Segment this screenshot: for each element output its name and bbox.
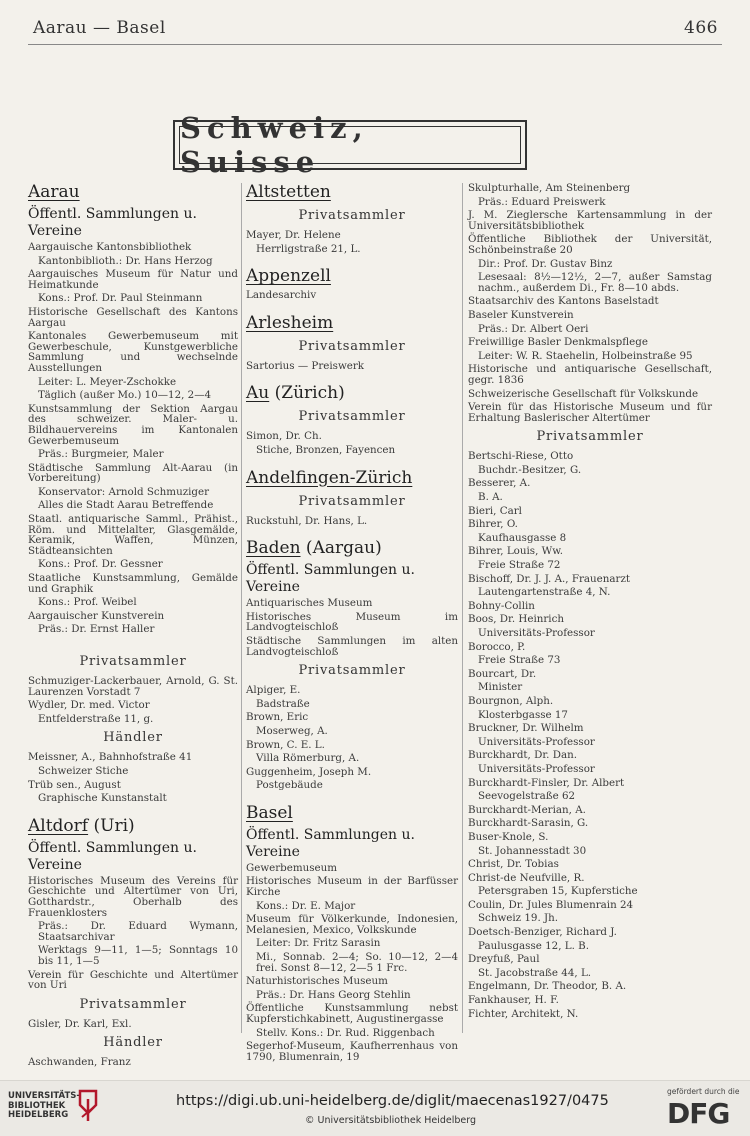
spacer <box>28 638 238 648</box>
entry-detail: Universitäts-Professor <box>478 627 595 639</box>
entry: Christ-de Neufville, R. <box>468 871 585 884</box>
section-heading: Öffentl. Sammlungen u. Vereine <box>28 206 197 239</box>
university-line-2: BIBLIOTHEK <box>8 1100 66 1111</box>
country-banner <box>173 111 527 179</box>
banner-inner-frame <box>179 111 521 179</box>
entry: Ruckstuhl, Dr. Hans, L. <box>246 514 368 527</box>
column-3 <box>468 183 712 1022</box>
entry: Gisler, Dr. Karl, Exl. <box>28 1017 132 1030</box>
entry-detail: Stellv. Kons.: Dr. Rud. Riggenbach <box>256 1026 435 1039</box>
entry: Gewerbemuseum <box>246 861 338 874</box>
entry: Baseler Kunstverein <box>468 308 574 321</box>
entry-detail: Leiter: W. R. Staehelin, Holbeinstraße 95 <box>478 349 693 362</box>
entry: Verein für Geschichte und Altertümer von Uri <box>28 968 238 992</box>
entry-detail: Kons.: Prof. Dr. Paul Steinmann <box>38 292 203 305</box>
city-name: Baden <box>246 538 301 559</box>
entry: Schweizerische Gesellschaft für Volkskunde <box>468 387 699 400</box>
entry: Meissner, A., Bahnhofstraße 41 <box>28 751 193 764</box>
entry: Bihrer, O. <box>468 518 518 531</box>
entry-detail: Kantonbiblioth.: Dr. Hans Herzog <box>38 254 213 267</box>
city-region: (Zürich) <box>269 383 345 404</box>
entry-detail: Mi., Sonnab. 2—4; So. 10—12, 2—4 frei. Sonst 8—12, 2—5 1 Frc. <box>256 951 458 974</box>
column-1 <box>28 183 238 1071</box>
university-line-3: HEIDELBERG <box>8 1110 69 1120</box>
entry-detail: Minister <box>478 681 523 694</box>
city-name: Altstetten <box>246 182 331 202</box>
entry-detail: Schweizer Stiche <box>38 764 129 777</box>
city-region: (Uri) <box>88 815 135 836</box>
entry-detail: Universitäts-Professor <box>478 735 595 748</box>
city-name: Arlesheim <box>246 312 334 333</box>
category-heading: Privatsammler <box>298 338 406 354</box>
entry: J. M. Zieglersche Kartensammlung in der Universitätsbibliothek <box>468 209 712 232</box>
section-heading: Öffentl. Sammlungen u. Vereine <box>246 826 415 860</box>
entry: Besserer, A. <box>468 477 531 490</box>
city-name: Appenzell <box>246 266 331 287</box>
running-head-left: Aarau — Basel <box>33 18 166 38</box>
entry: Bohny-Collin <box>468 599 535 612</box>
entry: Buser-Knole, S. <box>468 830 549 843</box>
entry: Bieri, Carl <box>468 504 522 517</box>
entry-detail: Schweiz 19. Jh. <box>478 912 559 925</box>
entry: Bertschi-Riese, Otto <box>468 450 574 463</box>
city-heading <box>28 817 238 836</box>
header-rule <box>28 44 722 45</box>
city-heading <box>246 804 458 823</box>
entry-detail: B. A. <box>478 491 503 504</box>
entry-detail: Präs.: Eduard Preiswerk <box>478 195 606 208</box>
entry-detail: Buchdr.-Besitzer, G. <box>478 463 582 476</box>
entry: Doetsch-Benziger, Richard J. <box>468 926 617 939</box>
entry-detail: Präs.: Burgmeier, Maler <box>38 448 164 461</box>
entry: Brown, C. E. L. <box>246 738 325 751</box>
entry: Dreyfuß, Paul <box>468 953 540 966</box>
entry-detail: Präs.: Dr. Eduard Wymann, Staatsarchivar <box>38 920 238 943</box>
entry: Landesarchiv <box>246 289 317 302</box>
entry: Kunstsammlung der Sektion Aargau des schweizer. Maler- u. Bildhauervereins im Kantonalen Gewerbemuseum <box>28 402 238 447</box>
entry-detail: Paulusgasse 12, L. B. <box>478 939 589 952</box>
entry: Guggenheim, Joseph M. <box>246 765 372 778</box>
entry: Staatl. antiquarische Samml., Prähist., Röm. und Mittelalter, Glasgemälde, Keramik, Waffen, Münzen, Städteansichten <box>28 513 238 557</box>
entry: Historische Gesellschaft des Kantons Aargau <box>28 305 238 329</box>
digitization-footer <box>0 1080 750 1136</box>
entry-detail: Lautengartenstraße 4, N. <box>478 586 611 599</box>
entry: Sartorius — Preiswerk <box>246 359 365 372</box>
entry: Museum für Völkerkunde, Indonesien, Melanesien, Mexico, Volkskunde <box>246 913 458 936</box>
category-heading: Privatsammler <box>298 493 406 509</box>
entry: Aargauische Kantonsbibliothek <box>28 241 192 253</box>
entry: Verein für das Historische Museum und für Erhaltung Baslerischer Altertümer <box>468 401 712 424</box>
entry-detail: Leiter: L. Meyer-Zschokke <box>38 375 177 388</box>
entry: Coulin, Dr. Jules Blumenrain 24 <box>468 898 634 911</box>
copyright-notice: © Universitätsbibliothek Heidelberg <box>305 1115 477 1126</box>
city-heading <box>246 314 458 333</box>
entry: Öffentliche Kunstsammlung nebst Kupferstichkabinett, Augustinergasse <box>246 1002 458 1025</box>
city-heading <box>28 183 238 202</box>
entry: Boos, Dr. Heinrich <box>468 613 565 626</box>
city-heading <box>246 384 458 403</box>
entry: Staatsarchiv des Kantons Baselstadt <box>468 295 659 308</box>
entry: Skulpturhalle, Am Steinenberg <box>468 182 631 194</box>
entry: Trüb sen., August <box>28 778 121 791</box>
entry-detail: Täglich (außer Mo.) 10—12, 2—4 <box>38 389 212 402</box>
university-library-name <box>8 1092 80 1121</box>
entry-detail: Petersgraben 15, Kupferstiche <box>478 885 638 898</box>
entry: Engelmann, Dr. Theodor, B. A. <box>468 980 627 993</box>
dfg-logo: DFG <box>667 1097 730 1130</box>
entry: Aschwanden, Franz <box>28 1056 131 1069</box>
city-heading <box>246 469 458 488</box>
entry: Wydler, Dr. med. Victor <box>28 699 150 712</box>
entry-detail: Klosterbgasse 17 <box>478 708 568 721</box>
entry-detail: Kons.: Prof. Weibel <box>38 596 137 609</box>
entry: Historisches Museum des Vereins für Geschichte und Altertümer von Uri, Gotthardstr., Oberhalb des Frauenklosters <box>28 874 238 919</box>
city-heading <box>246 539 458 558</box>
entry-detail: Moserweg, A. <box>256 724 328 737</box>
category-heading: Privatsammler <box>536 429 644 445</box>
university-line-1: UNIVERSITÄTS- <box>8 1091 80 1101</box>
entry-detail: Herrligstraße 21, L. <box>256 242 361 255</box>
entry-detail: Präs.: Dr. Hans Georg Stehlin <box>256 988 411 1001</box>
city-heading <box>246 183 458 202</box>
entry: Bourgnon, Alph. <box>468 694 554 707</box>
column-2 <box>246 183 458 1065</box>
city-region: (Aargau) <box>300 538 382 559</box>
entry: Historische und antiquarische Gesellschaft, gegr. 1836 <box>468 363 712 386</box>
entry-detail: Freie Straße 73 <box>478 654 561 667</box>
entry: Bihrer, Louis, Ww. <box>468 545 564 558</box>
section-heading: Öffentl. Sammlungen u. Vereine <box>28 839 197 873</box>
column-divider-2 <box>462 183 463 1033</box>
entry: Fichter, Architekt, N. <box>468 1007 579 1020</box>
entry: Städtische Sammlungen im alten Landvogteischloß <box>246 634 458 658</box>
city-heading <box>246 267 458 286</box>
entry: Städtische Sammlung Alt-Aarau (in Vorbereitung) <box>28 461 238 485</box>
entry: Antiquarisches Museum <box>246 597 373 610</box>
entry: Schmuziger-Lackerbauer, Arnold, G. St. Laurenzen Vorstadt 7 <box>28 675 238 698</box>
city-name: Andelfingen-Zürich <box>246 467 413 488</box>
entry: Aargauischer Kunstverein <box>28 609 165 622</box>
entry: Bourcart, Dr. <box>468 667 537 680</box>
entry-detail: Lesesaal: 8½—12½, 2—7, außer Samstag nachm., außerdem Di., Fr. 8—10 abds. <box>478 271 712 294</box>
entry: Fankhauser, H. F. <box>468 994 559 1007</box>
banner-title: Schweiz, Suisse <box>180 111 369 179</box>
section-heading: Öffentl. Sammlungen u. Vereine <box>246 562 415 596</box>
entry: Naturhistorisches Museum <box>246 975 388 988</box>
entry: Bischoff, Dr. J. J. A., Frauenarzt <box>468 572 631 585</box>
entry: Aargauisches Museum für Natur und Heimatkunde <box>28 268 238 291</box>
entry-detail: Graphische Kunstanstalt <box>38 792 167 805</box>
entry-detail: Konservator: Arnold Schmuziger <box>38 485 210 498</box>
entry-detail: Präs.: Dr. Albert Oeri <box>478 322 589 335</box>
entry: Burckhardt-Finsler, Dr. Albert <box>468 776 625 789</box>
entry-detail: Postgebäude <box>256 779 323 792</box>
library-logo-icon <box>76 1089 100 1123</box>
entry: Borocco, P. <box>468 640 526 653</box>
entry: Brown, Eric <box>246 711 309 724</box>
category-heading: Privatsammler <box>298 663 406 679</box>
entry-detail: Freie Straße 72 <box>478 559 561 572</box>
entry-detail: Badstraße <box>256 697 310 710</box>
entry-detail: Universitäts-Professor <box>478 762 595 775</box>
category-heading: Händler <box>103 730 163 746</box>
city-name: Basel <box>246 802 293 823</box>
permalink-url[interactable]: https://digi.ub.uni-heidelberg.de/diglit/maecenas1927/0475 <box>176 1093 609 1109</box>
city-name: Altdorf <box>28 815 89 836</box>
entry-detail: St. Jacobstraße 44, L. <box>478 966 592 979</box>
entry: Burckhardt, Dr. Dan. <box>468 749 577 762</box>
entry: Historisches Museum in der Barfüsser Kirche <box>246 875 458 899</box>
entry: Freiwillige Basler Denkmalspflege <box>468 336 648 349</box>
city-name: Au <box>246 383 270 404</box>
category-heading: Privatsammler <box>79 996 187 1012</box>
entry-detail: Präs.: Dr. Ernst Haller <box>38 623 155 636</box>
entry-detail: St. Johannesstadt 30 <box>478 844 587 857</box>
entry: Staatliche Kunstsammlung, Gemälde und Graphik <box>28 572 238 595</box>
entry: Historisches Museum im Landvogteischloß <box>246 610 458 634</box>
entry-detail: Villa Römerburg, A. <box>256 752 360 765</box>
entry: Burckhardt-Sarasin, G. <box>468 817 589 830</box>
entry: Simon, Dr. Ch. <box>246 430 322 443</box>
entry: Segerhof-Museum, Kaufherrenhaus von 1790, Blumenrain, 19 <box>246 1040 458 1063</box>
entry-detail: Werktags 9—11, 1—5; Sonntags 10 bis 11, 1—5 <box>38 944 238 967</box>
entry-detail: Dir.: Prof. Dr. Gustav Binz <box>478 257 613 270</box>
entry: Burckhardt-Merian, A. <box>468 803 586 816</box>
entry-detail: Kons.: Prof. Dr. Gessner <box>38 558 163 571</box>
entry: Kantonales Gewerbemuseum mit Gewerbeschule, Kunstgewerbliche Sammlung und wechselnde Ausstellungen <box>28 330 238 374</box>
page-number: 466 <box>684 18 718 38</box>
column-divider-1 <box>241 183 242 1033</box>
entry-detail: Seevogelstraße 62 <box>478 790 576 803</box>
entry: Christ, Dr. Tobias <box>468 858 559 871</box>
entry-detail: Alles die Stadt Aarau Betreffende <box>38 499 214 512</box>
entry: Alpiger, E. <box>246 684 301 697</box>
category-heading: Händler <box>103 1035 163 1051</box>
category-heading: Privatsammler <box>298 208 406 223</box>
city-name: Aarau <box>28 182 80 202</box>
category-heading: Privatsammler <box>298 409 406 425</box>
entry-detail: Kons.: Dr. E. Major <box>256 899 356 912</box>
entry: Bruckner, Dr. Wilhelm <box>468 722 584 735</box>
entry: Mayer, Dr. Helene <box>246 229 341 241</box>
entry: Öffentliche Bibliothek der Universität, Schönbeinstraße 20 <box>468 233 712 256</box>
entry-detail: Leiter: Dr. Fritz Sarasin <box>256 937 381 950</box>
funded-by-text: gefördert durch die <box>667 1087 740 1096</box>
category-heading: Privatsammler <box>79 654 187 669</box>
entry-detail: Entfelderstraße 11, g. <box>38 712 154 725</box>
entry-detail: Stiche, Bronzen, Fayencen <box>256 443 396 456</box>
entry-detail: Kaufhausgasse 8 <box>478 531 567 544</box>
